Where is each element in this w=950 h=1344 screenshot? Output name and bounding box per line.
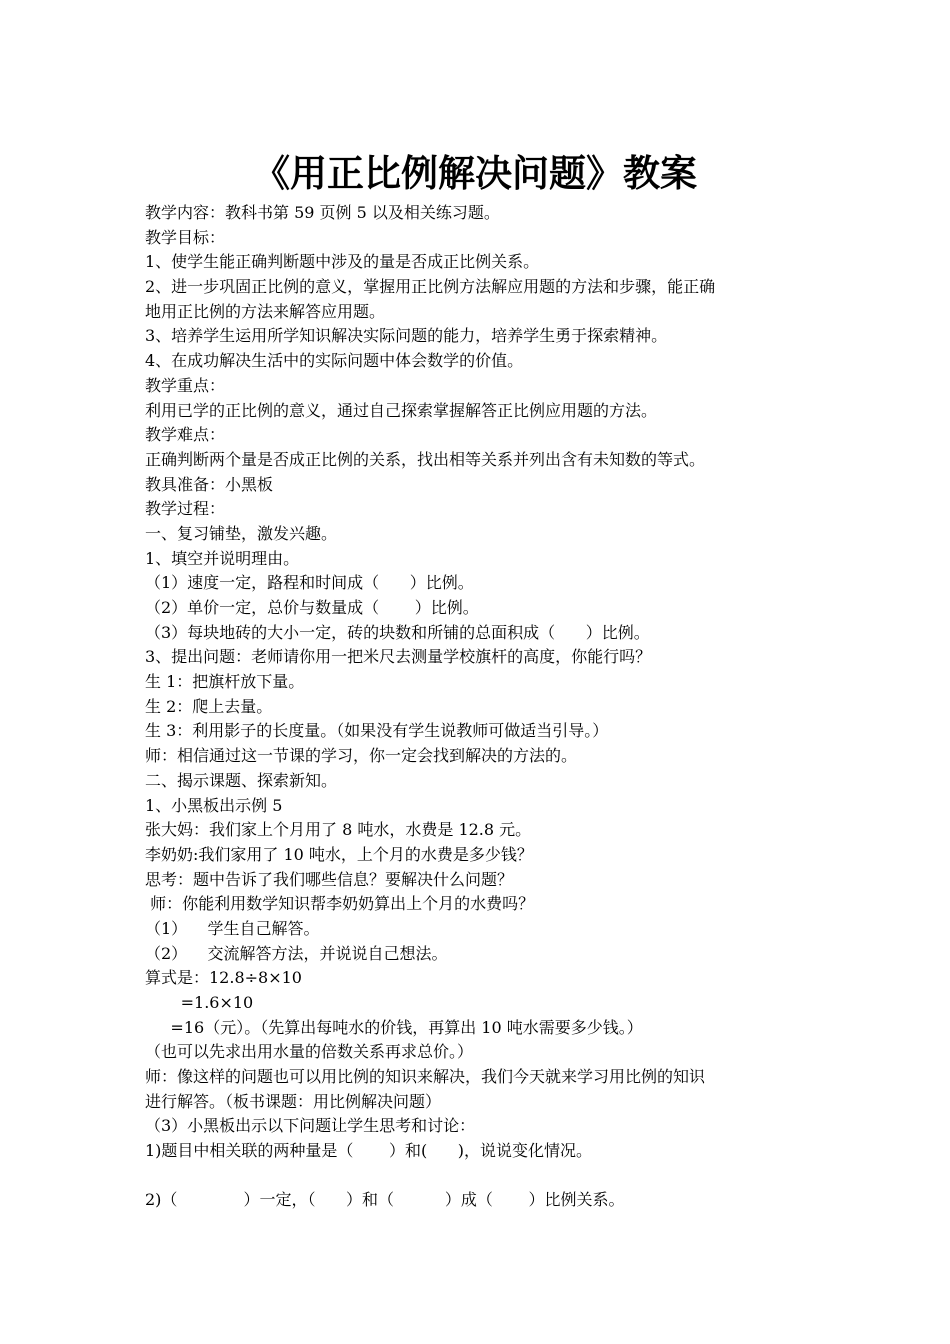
section-review: 一、复习铺垫，激发兴趣。 <box>145 523 338 543</box>
teacher-remark-1: 师：相信通过这一节课的学习，你一定会找到解决的方法的。 <box>145 746 578 766</box>
example-intro: 1、小黑板出示例 5 <box>145 795 283 815</box>
heading-key-points: 教学重点： <box>145 375 226 395</box>
formula-line-3: =16（元）。（先算出每吨水的价钱，再算出 10 吨水需要多少钱。） <box>145 1017 643 1037</box>
heading-difficulties: 教学难点： <box>145 425 226 445</box>
student-answer-3: 生 3：利用影子的长度量。（如果没有学生说教师可做适当引导。） <box>145 721 609 741</box>
example-line-zhang: 张大妈：我们家上个月用了 8 吨水，水费是 12.8 元。 <box>145 820 532 840</box>
student-answer-1: 生 1：把旗杆放下量。 <box>145 672 305 692</box>
step-3: （3）小黑板出示以下问题让学生思考和讨论： <box>145 1116 476 1136</box>
example-line-li: 李奶奶:我们家用了 10 吨水，上个月的水费是多少钱？ <box>145 844 533 864</box>
teacher-remark-2-continued: 进行解答。（板书课题：用比例解决问题） <box>145 1091 442 1111</box>
document-body <box>145 201 810 1213</box>
objective-1: 1、使学生能正确判断题中涉及的量是否成正比例关系。 <box>145 252 540 272</box>
teacher-remark-2: 师：像这样的问题也可以用比例的知识来解决，我们今天就来学习用比例的知识 <box>145 1067 706 1087</box>
formula-line-1: 算式是：12.8÷8×10 <box>145 968 302 988</box>
fill-blank-2: （2）单价一定，总价与数量成（ ）比例。 <box>145 598 479 617</box>
objective-2: 2、进一步巩固正比例的意义，掌握用正比例方法解应用题的方法和步骤，能正确 <box>145 277 716 297</box>
objective-4: 4、在成功解决生活中的实际问题中体会数学的价值。 <box>145 351 524 371</box>
line-teaching-aids: 教具准备：小黑板 <box>145 474 274 494</box>
line-teaching-content: 教学内容：教科书第 59 页例 5 以及相关练习题。 <box>145 203 500 222</box>
formula-line-2: =1.6×10 <box>145 993 254 1012</box>
step-1: （1） 学生自己解答。 <box>145 918 320 938</box>
discussion-question-1: 1)题目中相关联的两种量是（ ）和( )，说说变化情况。 <box>145 1141 593 1161</box>
review-item-3: 3、提出问题：老师请你用一把米尺去测量学校旗杆的高度，你能行吗？ <box>145 647 652 667</box>
alternative-method: （也可以先求出用水量的倍数关系再求总价。） <box>145 1042 474 1062</box>
step-2: （2） 交流解答方法，并说说自己想法。 <box>145 943 448 963</box>
difficulties-text: 正确判断两个量是否成正比例的关系，找出相等关系并列出含有未知数的等式。 <box>145 449 706 469</box>
heading-teaching-process: 教学过程： <box>145 499 226 519</box>
thinking-question: 思考：题中告诉了我们哪些信息？要解决什么问题？ <box>145 869 514 889</box>
review-item-1: 1、填空并说明理由。 <box>145 548 300 568</box>
objective-3: 3、培养学生运用所学知识解决实际问题的能力，培养学生勇于探索精神。 <box>145 326 668 346</box>
objective-2-continued: 地用正比例的方法来解答应用题。 <box>145 301 386 321</box>
fill-blank-3: （3）每块地砖的大小一定，砖的块数和所铺的总面积成（ ）比例。 <box>145 622 650 642</box>
heading-teaching-objectives: 教学目标： <box>145 227 226 247</box>
section-new-knowledge: 二、揭示课题、探索新知。 <box>145 770 338 790</box>
key-points-text: 利用已学的正比例的意义，通过自己探索掌握解答正比例应用题的方法。 <box>145 400 658 420</box>
fill-blank-1: （1）速度一定，路程和时间成（ ）比例。 <box>145 573 474 593</box>
teacher-question: 师：你能利用数学知识帮李奶奶算出上个月的水费吗？ <box>145 894 535 914</box>
discussion-question-2: 2)（ ）一定，（ ）和（ ）成（ ）比例关系。 <box>145 1190 625 1210</box>
document-title: 《用正比例解决问题》教案 <box>253 152 697 195</box>
student-answer-2: 生 2：爬上去量。 <box>145 696 273 716</box>
